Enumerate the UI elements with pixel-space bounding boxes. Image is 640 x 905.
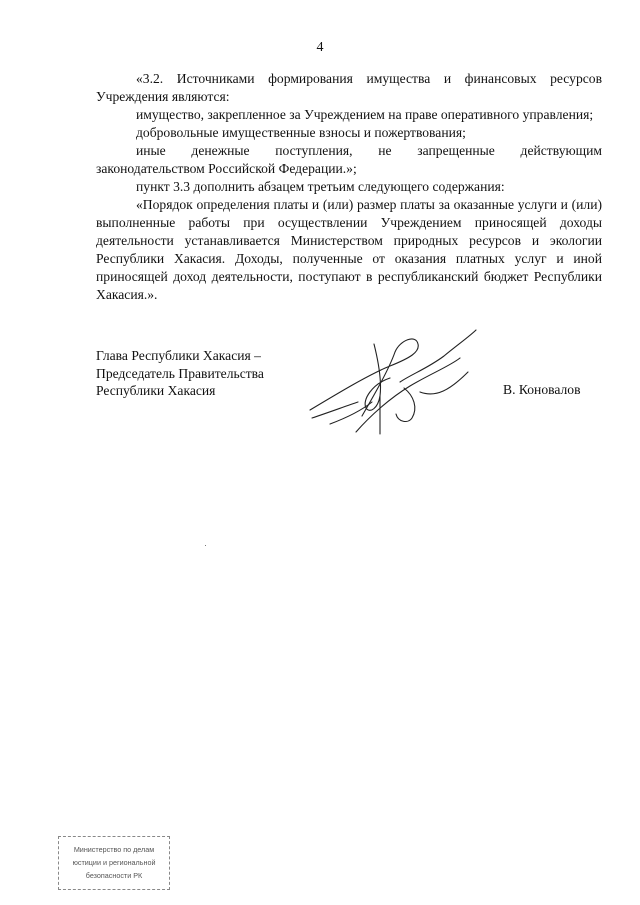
- signer-title-line: Республики Хакасия: [96, 383, 216, 398]
- stamp-line: юстиции и региональной: [72, 858, 156, 867]
- document-body: [96, 70, 602, 304]
- signer-title-line: Председатель Правительства: [96, 365, 264, 381]
- paragraph-fee-procedure: «Порядок определения платы и (или) размер платы за оказанные услуги и (или) выполненные работы при осуществлении Учреждением приносящей доходы деятельности устанавливается Министерством природных ресурсов и экологии Республики Хакасия. Доходы, полученные от оказания платных услуг и иной приносящей доход деятельности, поступают в республиканский бюджет Республики Хакасия.».: [96, 197, 602, 302]
- stamp-text-graphic: [62, 840, 166, 886]
- signer-title-block: [96, 347, 264, 400]
- paragraph-3-2-intro: «3.2. Источниками формирования имущества и финансовых ресурсов Учреждения являются:: [96, 71, 602, 104]
- paragraph-contributions-item: добровольные имущественные взносы и пожертвования;: [136, 125, 466, 140]
- paragraph-amend-3-3: пункт 3.3 дополнить абзацем третьим следующего содержания:: [136, 179, 505, 194]
- paragraph-other-income-item: иные денежные поступления, не запрещенные действующим законодательством Российской Федерации.»;: [96, 143, 602, 176]
- page-number: 4: [316, 40, 324, 55]
- signer-title-line: Глава Республики Хакасия –: [96, 348, 261, 363]
- registration-stamp: [58, 836, 170, 890]
- paragraph-property-item: имущество, закрепленное за Учреждением на праве оперативного управления;: [136, 107, 594, 122]
- handwritten-signature-icon: [300, 322, 480, 442]
- stamp-line: безопасности РК: [85, 871, 143, 880]
- scan-speck: [205, 545, 206, 546]
- signer-name: В. Коновалов: [503, 382, 581, 397]
- stamp-line: Министерство по делам: [73, 845, 155, 854]
